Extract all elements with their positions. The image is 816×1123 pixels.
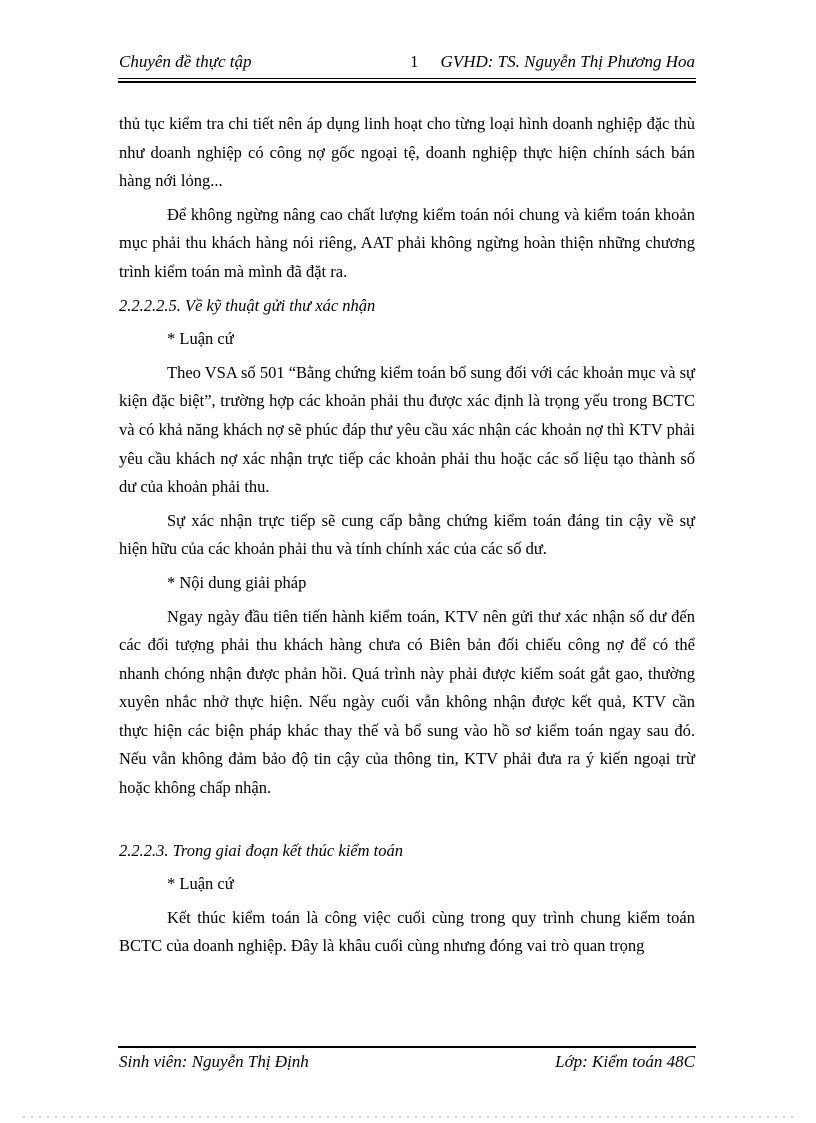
footer-student: Sinh viên: Nguyễn Thị Định <box>119 1052 309 1071</box>
page-edge-dots <box>20 1116 796 1118</box>
paragraph: thủ tục kiểm tra chi tiết nên áp dụng linh hoạt cho từng loại hình doanh nghiệp đặc thù như doanh nghiệp có công nợ gốc ngoại tệ, doanh nghiệp thực hiện chính sách bán hàng nới lỏng... <box>119 114 695 191</box>
header-doc-title: Chuyên đề thực tập <box>119 52 252 71</box>
paragraph: Để không ngừng nâng cao chất lượng kiểm toán nói chung và kiểm toán khoản mục phải thu khách hàng nói riêng, AAT phải không ngừng hoàn thiện những chương trình kiểm toán mà mình đã đặt ra. <box>119 204 695 281</box>
subheading-luan-cu: * Luận cứ <box>167 329 234 349</box>
paragraph: Sự xác nhận trực tiếp sẽ cung cấp bằng chứng kiểm toán đáng tin cậy về sự hiện hữu của các khoản phải thu và tính chính xác của các số dư. <box>119 510 695 559</box>
footer-class: Lớp: Kiểm toán 48C <box>555 1052 695 1071</box>
paragraph: Theo VSA số 501 “Bằng chứng kiểm toán bổ sung đối với các khoản mục và sự kiện đặc biệt”, trường hợp các khoản phải thu được xác định là trọng yếu trong BCTC và có khả năng khách nợ sẽ phúc đáp thư yêu cầu xác nhận các khoản nợ thì KTV phải yêu cầu khách nợ xác nhận trực tiếp các khoản phải thu hoặc các số liệu tạo thành số dư của khoản phải thu. <box>119 362 695 497</box>
header-rule-thick <box>118 81 696 83</box>
subheading-noi-dung: * Nội dung giải pháp <box>167 572 307 592</box>
subheading-luan-cu: * Luận cứ <box>167 874 234 894</box>
page-body <box>119 110 695 961</box>
page-footer <box>119 1050 695 1074</box>
paragraph: Ngay ngày đầu tiên tiến hành kiểm toán, KTV nên gửi thư xác nhận số dư đến các đối tượng phải thu khách hàng chưa có Biên bản đối chiếu công nợ để có thể nhanh chóng nhận được phản hồi. Quá trình này phải được kiểm soát gắt gao, thường xuyên nhắc nhở thực hiện. Nếu ngày cuối vẫn không nhận được kết quả, KTV cần thực hiện các biện pháp khác thay thế và bổ sung vào hồ sơ kiểm toán ngay sau đó. Nếu vẫn không đảm bảo độ tin cậy của thông tin, KTV phải đưa ra ý kiến ngoại trừ hoặc không chấp nhận. <box>119 606 695 798</box>
header-advisor: GVHD: TS. Nguyễn Thị Phương Hoa <box>440 52 695 71</box>
page-number: 1 <box>410 52 419 71</box>
section-heading: 2.2.2.2.5. Về kỹ thuật gửi thư xác nhận <box>119 295 376 315</box>
paragraph: Kết thúc kiểm toán là công việc cuối cùng trong quy trình chung kiểm toán BCTC của doanh nghiệp. Đây là khâu cuối cùng nhưng đóng vai trò quan trọng <box>119 907 695 956</box>
footer-rule <box>118 1046 696 1048</box>
section-heading: 2.2.2.3. Trong giai đoạn kết thúc kiểm toán <box>119 840 403 860</box>
header-rule-thin <box>118 78 696 79</box>
page-header <box>119 50 695 74</box>
